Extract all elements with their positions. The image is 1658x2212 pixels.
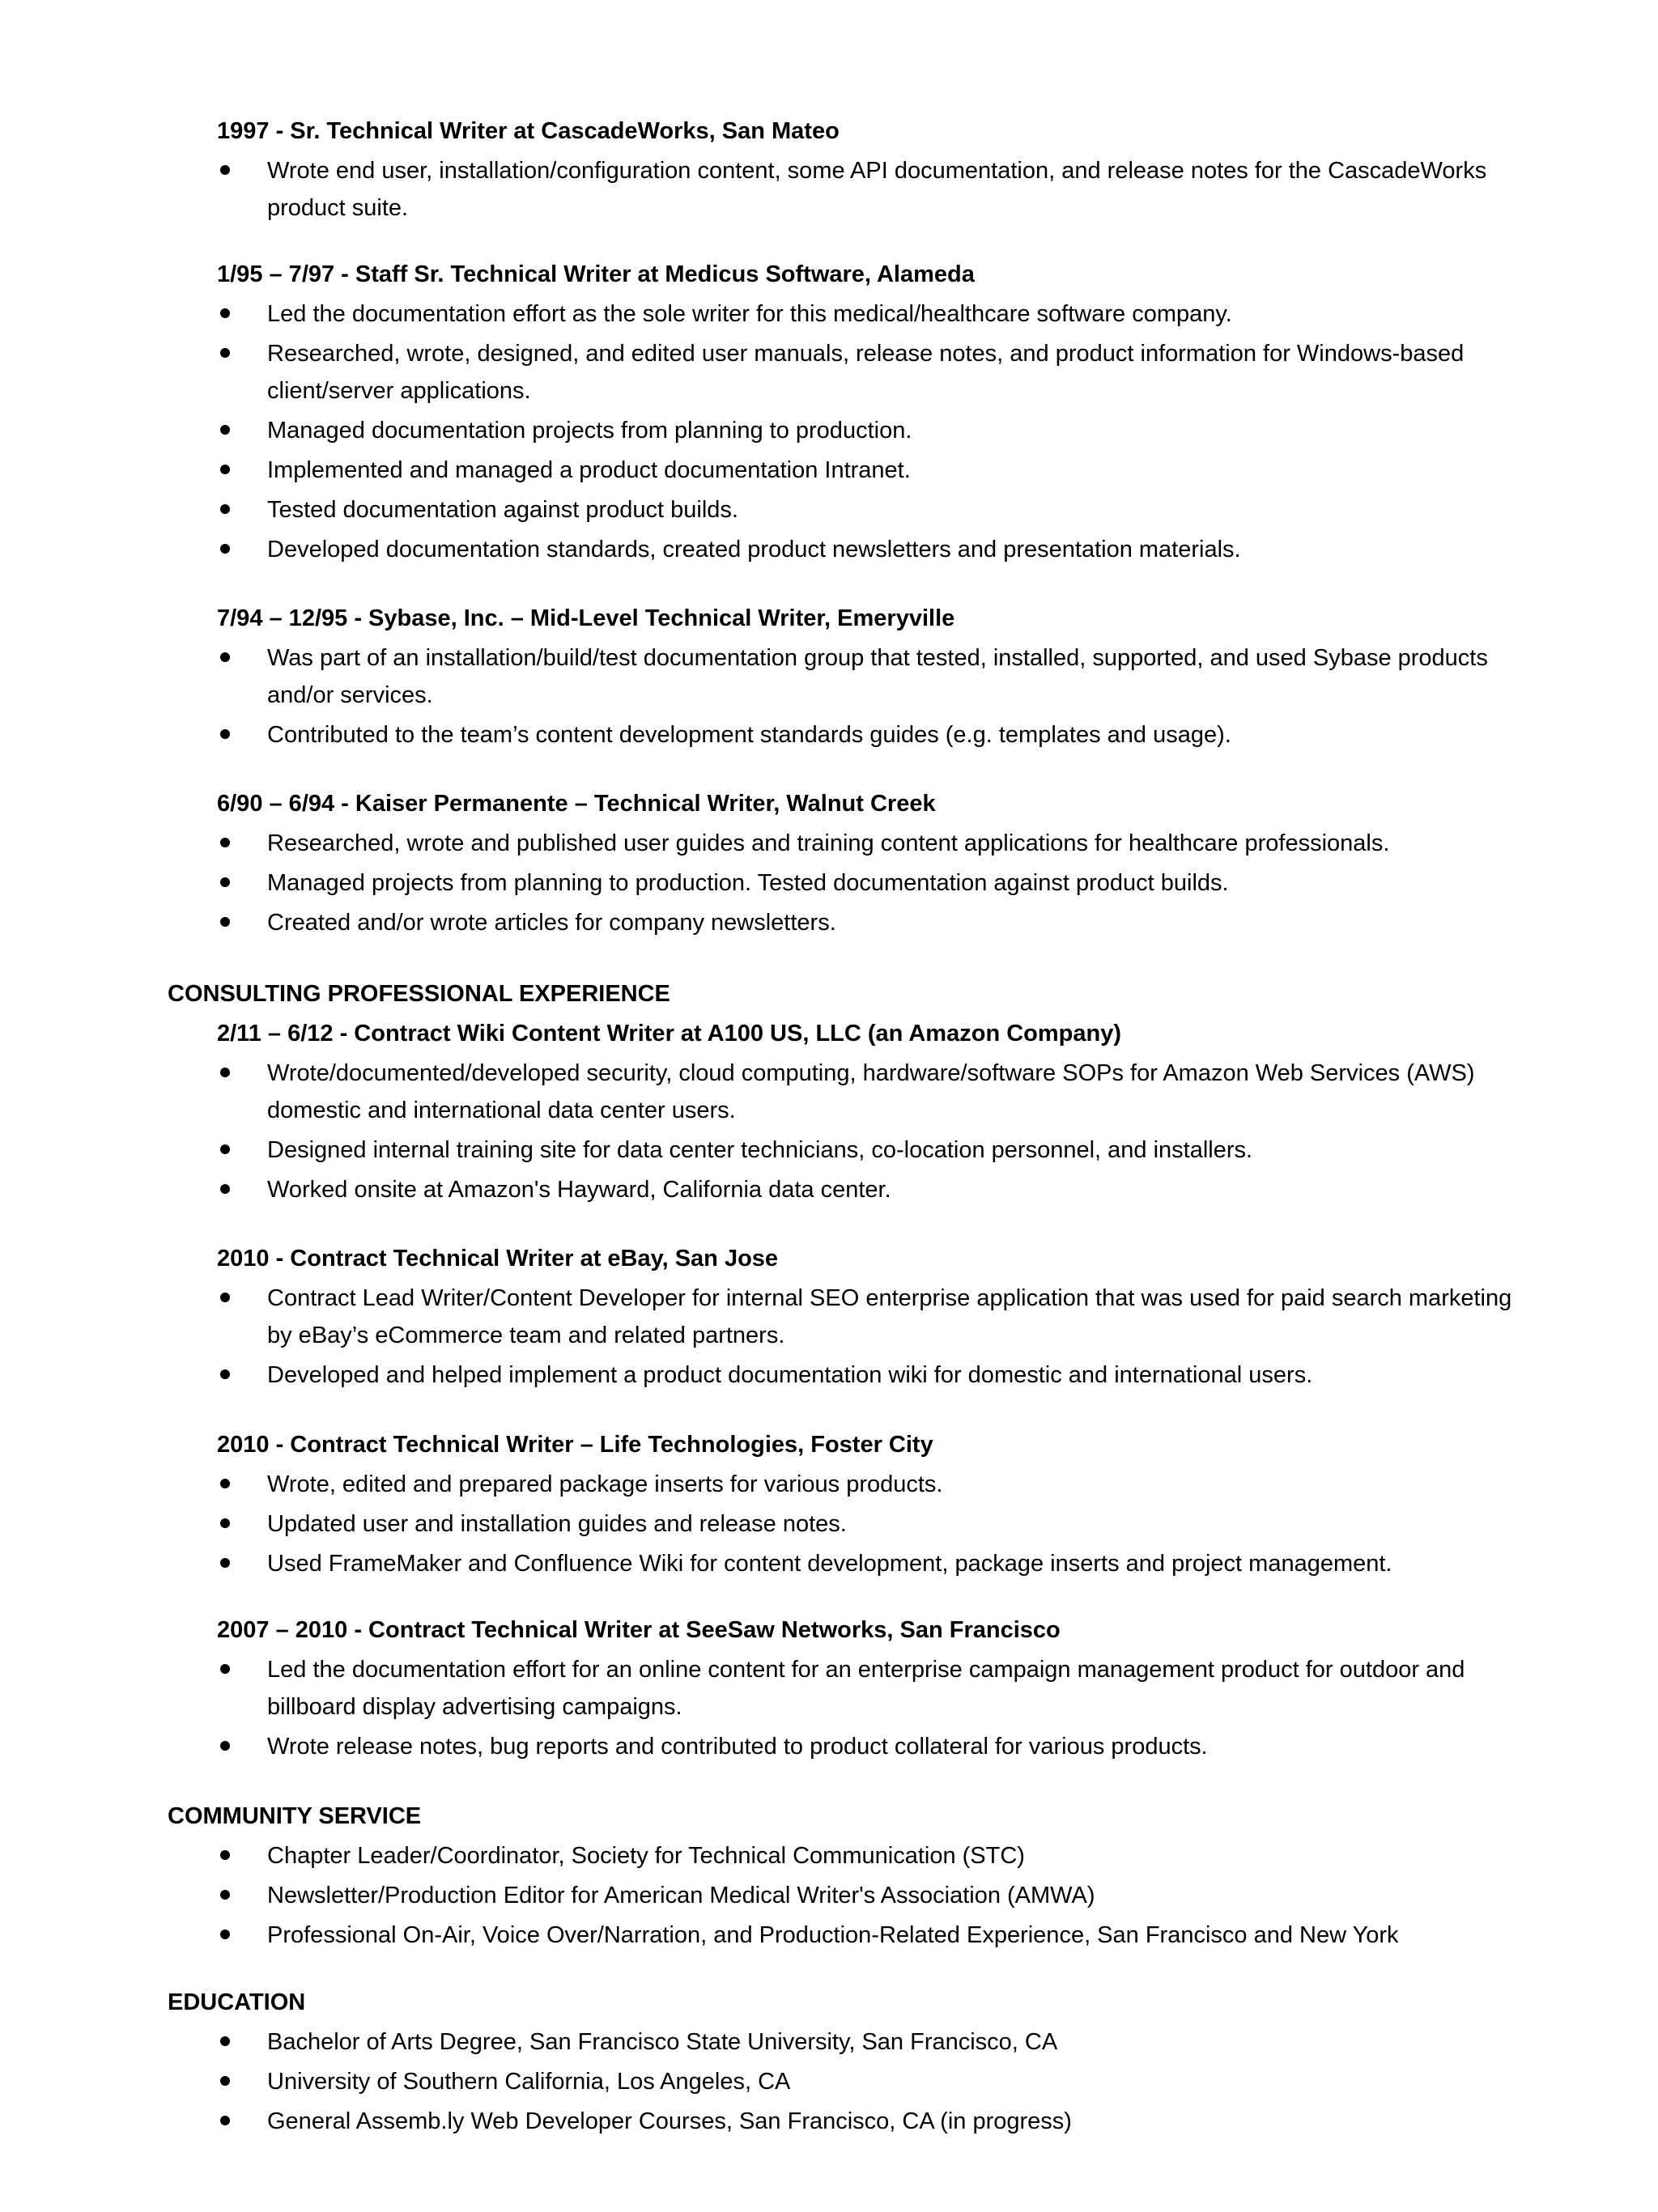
bullet-item: Wrote release notes, bug reports and contributed to product collateral for various products. bbox=[217, 1728, 1528, 1765]
bullet-icon bbox=[220, 1664, 230, 1674]
bullet-icon bbox=[220, 348, 230, 358]
bullet-icon bbox=[220, 652, 230, 662]
job-bullets bbox=[217, 295, 1528, 568]
education-bullets bbox=[217, 2023, 1528, 2142]
bullet-item: Newsletter/Production Editor for American Medical Writer's Association (AMWA) bbox=[217, 1877, 1528, 1914]
community-bullets bbox=[217, 1837, 1528, 1956]
job-entry bbox=[217, 1614, 1528, 1768]
bullet-icon bbox=[220, 1741, 230, 1751]
bullet-item: University of Southern California, Los Angeles, CA bbox=[217, 2063, 1528, 2100]
bullet-icon bbox=[220, 165, 230, 175]
job-title: 6/90 – 6/94 - Kaiser Permanente – Technical Writer, Walnut Creek bbox=[217, 791, 936, 817]
job-bullets bbox=[217, 1280, 1528, 1394]
bullet-item: Wrote, edited and prepared package inserts for various products. bbox=[217, 1466, 1528, 1503]
bullet-icon bbox=[220, 1479, 230, 1488]
job-bullets bbox=[217, 1466, 1528, 1582]
bullet-icon bbox=[220, 1930, 230, 1939]
section-heading-community: COMMUNITY SERVICE bbox=[168, 1803, 422, 1829]
bullet-icon bbox=[220, 425, 230, 435]
bullet-item: Wrote end user, installation/configuration content, some API documentation, and release notes for the CascadeWorks product suite. bbox=[217, 152, 1528, 227]
bullet-icon bbox=[220, 1558, 230, 1568]
bullet-icon bbox=[220, 504, 230, 514]
bullet-item: Managed documentation projects from planning to production. bbox=[217, 412, 1528, 449]
bullet-item: General Assemb.ly Web Developer Courses, San Francisco, CA (in progress) bbox=[217, 2103, 1528, 2140]
job-title: 2007 – 2010 - Contract Technical Writer at SeeSaw Networks, San Francisco bbox=[217, 1617, 1061, 1643]
job-title: 1/95 – 7/97 - Staff Sr. Technical Writer at Medicus Software, Alameda bbox=[217, 261, 975, 287]
section-heading-consulting: CONSULTING PROFESSIONAL EXPERIENCE bbox=[168, 981, 670, 1007]
bullet-icon bbox=[220, 877, 230, 887]
bullet-item: Wrote/documented/developed security, cloud computing, hardware/software SOPs for Amazon Web Services (AWS) domestic and international data center users. bbox=[217, 1055, 1528, 1129]
bullet-icon bbox=[220, 729, 230, 739]
job-title: 2010 - Contract Technical Writer at eBay, San Jose bbox=[217, 1246, 779, 1272]
bullet-icon bbox=[220, 1184, 230, 1194]
bullet-item: Used FrameMaker and Confluence Wiki for content development, package inserts and project management. bbox=[217, 1545, 1528, 1582]
job-title: 2010 - Contract Technical Writer – Life Technologies, Foster City bbox=[217, 1432, 933, 1458]
job-title: 2/11 – 6/12 - Contract Wiki Content Writer at A100 US, LLC (an Amazon Company) bbox=[217, 1021, 1121, 1047]
bullet-item: Worked onsite at Amazon's Hayward, California data center. bbox=[217, 1171, 1528, 1208]
job-bullets bbox=[217, 1651, 1528, 1765]
job-bullets bbox=[217, 825, 1528, 941]
job-entry bbox=[217, 1017, 1528, 1211]
bullet-icon bbox=[220, 2116, 230, 2125]
bullet-item: Chapter Leader/Coordinator, Society for Technical Communication (STC) bbox=[217, 1837, 1528, 1874]
job-entry bbox=[217, 1242, 1528, 1396]
bullet-item: Contributed to the team’s content development standards guides (e.g. templates and usage). bbox=[217, 716, 1528, 754]
bullet-item: Tested documentation against product builds. bbox=[217, 491, 1528, 529]
bullet-icon bbox=[220, 544, 230, 554]
job-bullets bbox=[217, 639, 1528, 754]
bullet-icon bbox=[220, 1293, 230, 1302]
bullet-item: Implemented and managed a product documentation Intranet. bbox=[217, 452, 1528, 489]
bullet-item: Managed projects from planning to production. Tested documentation against product builds. bbox=[217, 864, 1528, 902]
job-title: 1997 - Sr. Technical Writer at CascadeWorks, San Mateo bbox=[217, 118, 840, 144]
bullet-icon bbox=[220, 1369, 230, 1379]
job-title: 7/94 – 12/95 - Sybase, Inc. – Mid-Level Technical Writer, Emeryville bbox=[217, 605, 955, 631]
bullet-icon bbox=[220, 838, 230, 847]
job-bullets bbox=[217, 1055, 1528, 1208]
bullet-item: Was part of an installation/build/test documentation group that tested, installed, supported, and used Sybase products and/or services. bbox=[217, 639, 1528, 714]
bullet-item: Led the documentation effort as the sole writer for this medical/healthcare software company. bbox=[217, 295, 1528, 333]
bullet-icon bbox=[220, 465, 230, 474]
bullet-item: Led the documentation effort for an online content for an enterprise campaign management product for outdoor and billboard display advertising campaigns. bbox=[217, 1651, 1528, 1726]
bullet-icon bbox=[220, 1518, 230, 1528]
bullet-icon bbox=[220, 1144, 230, 1154]
bullet-icon bbox=[220, 2076, 230, 2086]
bullet-icon bbox=[220, 1850, 230, 1860]
job-entry bbox=[217, 788, 1528, 944]
job-entry bbox=[217, 258, 1528, 571]
bullet-item: Researched, wrote and published user guides and training content applications for healthcare professionals. bbox=[217, 825, 1528, 862]
bullet-item: Researched, wrote, designed, and edited user manuals, release notes, and product information for Windows-based client/server applications. bbox=[217, 335, 1528, 410]
bullet-item: Developed and helped implement a product documentation wiki for domestic and international users. bbox=[217, 1356, 1528, 1394]
bullet-item: Created and/or wrote articles for company newsletters. bbox=[217, 904, 1528, 941]
bullet-icon bbox=[220, 308, 230, 318]
bullet-icon bbox=[220, 1068, 230, 1077]
section-heading-education: EDUCATION bbox=[168, 1989, 306, 2015]
bullet-item: Contract Lead Writer/Content Developer for internal SEO enterprise application that was used for paid search marketing by eBay’s eCommerce team and related partners. bbox=[217, 1280, 1528, 1354]
bullet-item: Professional On-Air, Voice Over/Narration, and Production-Related Experience, San Francisco and New York bbox=[217, 1917, 1528, 1954]
bullet-item: Updated user and installation guides and release notes. bbox=[217, 1505, 1528, 1543]
bullet-item: Bachelor of Arts Degree, San Francisco State University, San Francisco, CA bbox=[217, 2023, 1528, 2061]
bullet-item: Designed internal training site for data center technicians, co-location personnel, and installers. bbox=[217, 1131, 1528, 1169]
job-entry bbox=[217, 1429, 1528, 1585]
bullet-icon bbox=[220, 1890, 230, 1900]
bullet-icon bbox=[220, 917, 230, 927]
job-entry bbox=[217, 602, 1528, 756]
job-entry bbox=[217, 115, 1528, 229]
bullet-item: Developed documentation standards, created product newsletters and presentation materials. bbox=[217, 531, 1528, 568]
bullet-icon bbox=[220, 2036, 230, 2046]
job-bullets bbox=[217, 152, 1528, 227]
